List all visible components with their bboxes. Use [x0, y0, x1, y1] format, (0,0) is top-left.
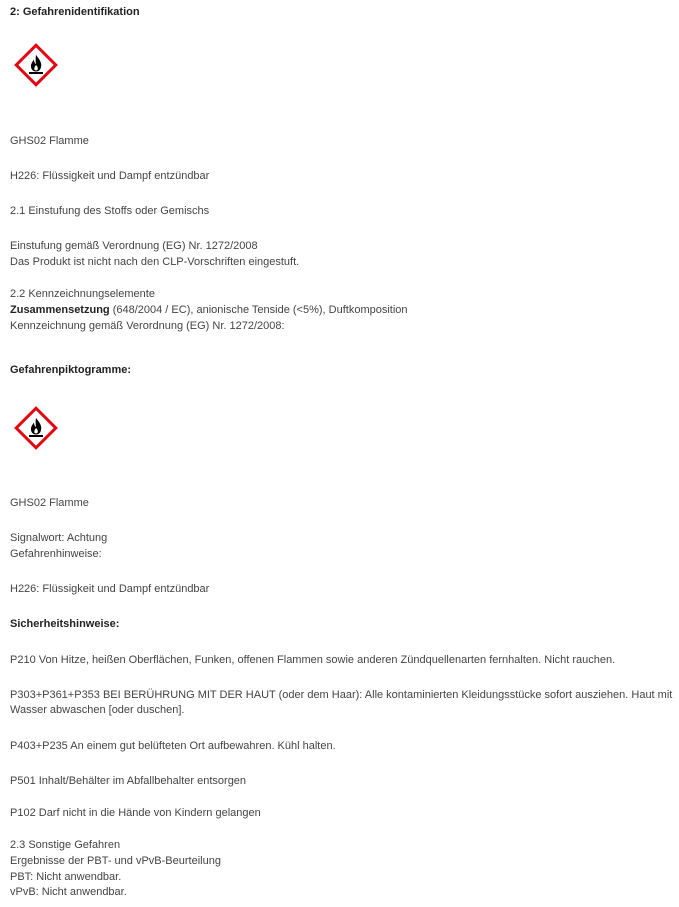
precaution-p403: P403+P235 An einem gut belüfteten Ort aufbewahren. Kühl halten. [10, 740, 336, 752]
precaution-p303: P303+P361+P353 BEI BERÜHRUNG MIT DER HAUT (oder dem Haar): Alle kontaminierten Kleidungsstücke sofort ausziehen. Haut mit Wasser abwaschen [oder duschen]. [10, 689, 673, 716]
classification-line: Einstufung gemäß Verordnung (EG) Nr. 1272/2008 [10, 240, 258, 252]
composition-line [10, 303, 408, 318]
hazard-statement-h226: H226: Flüssigkeit und Dampf entzündbar [10, 170, 210, 182]
section-heading: 2: Gefahrenidentifikation [10, 6, 140, 18]
signal-word: Signalwort: Achtung [10, 532, 108, 544]
composition-label: Zusammensetzung [10, 304, 110, 316]
ghs02-flame-icon [13, 405, 59, 451]
composition-text: (648/2004 / EC), anionische Tenside (<5%), Duftkomposition [109, 304, 408, 316]
vpvb-result: vPvB: Nicht anwendbar. [10, 886, 127, 898]
pbt-result: PBT: Nicht anwendbar. [10, 871, 122, 883]
precaution-p501: P501 Inhalt/Behälter im Abfallbehalter entsorgen [10, 775, 247, 787]
ghs-label: GHS02 Flamme [10, 135, 89, 147]
labelling-line: Kennzeichnung gemäß Verordnung (EG) Nr. 1272/2008: [10, 320, 285, 332]
precaution-p102: P102 Darf nicht in die Hände von Kindern gelangen [10, 807, 261, 819]
pictograms-heading: Gefahrenpiktogramme: [10, 364, 132, 376]
hazard-statements-label: Gefahrenhinweise: [10, 548, 102, 560]
hazard-statement-h226: H226: Flüssigkeit und Dampf entzündbar [10, 583, 210, 595]
subsection-2-3-title: 2.3 Sonstige Gefahren [10, 839, 121, 851]
classification-note: Das Produkt ist nicht nach den CLP-Vorschriften eingestuft. [10, 256, 300, 268]
ghs02-flame-icon [13, 42, 59, 88]
ghs-label: GHS02 Flamme [10, 497, 89, 509]
precaution-p210: P210 Von Hitze, heißen Oberflächen, Funken, offenen Flammen sowie anderen Zündquellenarten fernhalten. Nicht rauchen. [10, 654, 616, 666]
subsection-2-1-title: 2.1 Einstufung des Stoffs oder Gemischs [10, 205, 210, 217]
subsection-2-2-title: 2.2 Kennzeichnungselemente [10, 288, 155, 300]
pbt-assessment-heading: Ergebnisse der PBT- und vPvB-Beurteilung [10, 855, 221, 867]
safety-heading: Sicherheitshinweise: [10, 618, 120, 630]
